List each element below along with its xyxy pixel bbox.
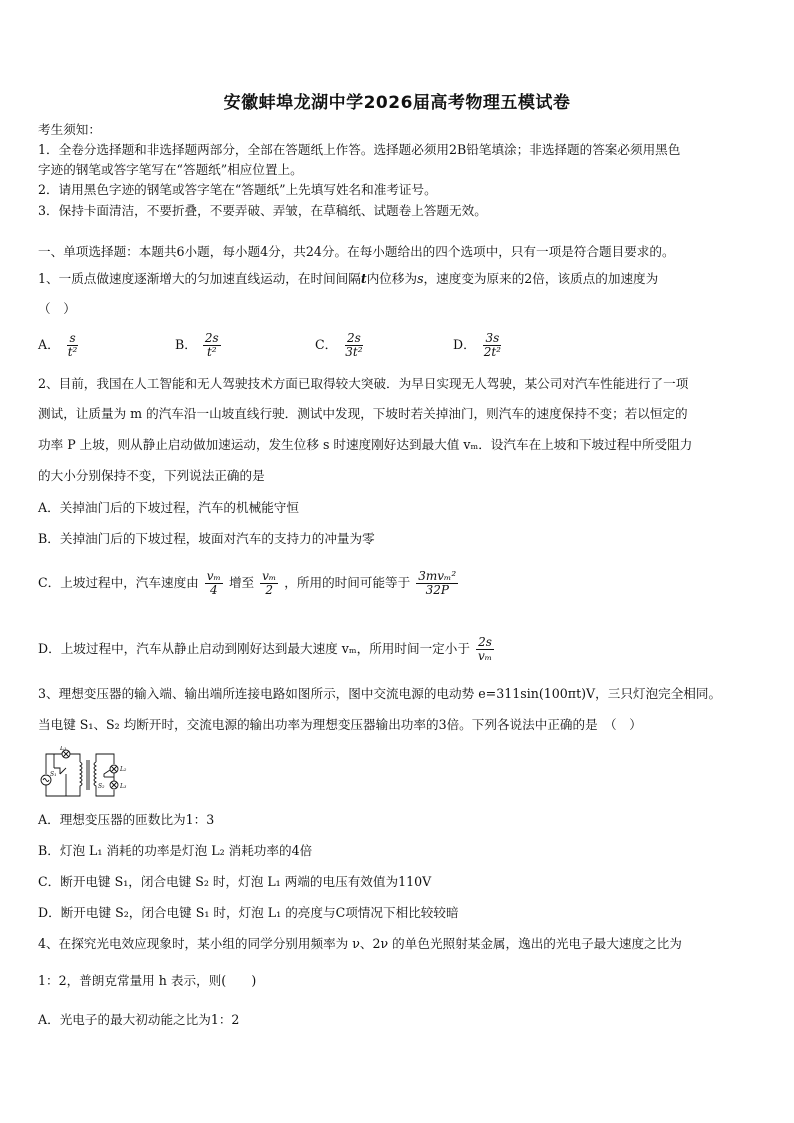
q2-option-b[interactable]: B．关掉油门后的下坡过程，坡面对汽车的支持力的冲量为零 bbox=[38, 531, 375, 546]
question-2-stem: 测试，让质量为 m 的汽车沿一山坡直线行驶．测试中发现，下坡时若关掉油门，则汽车的速度保持不变；若以恒定的 bbox=[38, 406, 688, 421]
q1-option-a[interactable] bbox=[38, 332, 81, 359]
q3-option-d[interactable]: D．断开电键 S₂，闭合电键 S₁ 时，灯泡 L₁ 的亮度与C项情况下相比较较暗 bbox=[38, 905, 459, 920]
notice-item: 1．全卷分选择题和非选择题两部分，全部在答题纸上作答。选择题必须用2B铅笔填涂；非选择题的答案必须用黑色 bbox=[38, 142, 681, 157]
q1-var-t: t bbox=[360, 271, 367, 286]
numerator: s bbox=[69, 331, 76, 345]
q1-var-s: s bbox=[417, 271, 424, 286]
option-label: B． bbox=[175, 337, 197, 352]
question-2-stem: 功率 P 上坡，则从静止启动做加速运动，发生位移 s 时速度刚好达到最大值 vₘ．设汽车在上坡和下坡过程中所受阻力 bbox=[38, 437, 693, 452]
option-label: D． bbox=[453, 337, 476, 352]
label-s2: S₂ bbox=[98, 783, 105, 790]
q2-option-d[interactable] bbox=[38, 636, 760, 663]
denominator: vₘ bbox=[477, 649, 493, 663]
numerator: 3mvₘ² bbox=[418, 569, 457, 583]
fraction bbox=[66, 332, 80, 359]
q1-option-d[interactable] bbox=[453, 332, 505, 359]
option-label: C． bbox=[315, 337, 338, 352]
label-l1: L₁ bbox=[60, 746, 67, 752]
question-4-stem: 1：2，普朗克常量用 h 表示，则( ) bbox=[38, 973, 257, 988]
label-l2: L₂ bbox=[120, 766, 127, 773]
option-text: ，所用的时间可能等于 bbox=[284, 575, 411, 590]
denominator: 4 bbox=[210, 583, 218, 597]
denominator: t² bbox=[206, 345, 217, 359]
q1-stem-part: 内位移为 bbox=[366, 271, 418, 286]
label-s1: S₁ bbox=[50, 771, 57, 778]
q1-stem-part: 1、一质点做速度逐渐增大的匀加速直线运动，在时间间隔 bbox=[38, 271, 361, 286]
option-label: A． bbox=[38, 337, 60, 352]
fraction bbox=[205, 570, 223, 597]
numerator: 2s bbox=[478, 635, 492, 649]
numerator: 2s bbox=[204, 331, 219, 345]
section-heading: 一、单项选择题：本题共6小题，每小题4分，共24分。在每小题给出的四个选项中，只有一项是符合题目要求的。 bbox=[38, 244, 675, 259]
q3-option-b[interactable]: B．灯泡 L₁ 消耗的功率是灯泡 L₂ 消耗功率的4倍 bbox=[38, 843, 313, 858]
denominator: 3t² bbox=[345, 345, 363, 359]
question-2-stem: 的大小分别保持不变，下列说法正确的是 bbox=[38, 468, 265, 483]
notice-item: 3．保持卡面清洁，不要折叠，不要弄破、弄皱，在草稿纸、试题卷上答题无效。 bbox=[38, 203, 487, 218]
transformer-circuit-diagram bbox=[40, 746, 140, 802]
q1-option-b[interactable] bbox=[175, 332, 223, 359]
q2-option-a[interactable]: A．关掉油门后的下坡过程，汽车的机械能守恒 bbox=[38, 500, 299, 515]
numerator: vₘ bbox=[262, 569, 277, 583]
denominator: t² bbox=[67, 345, 78, 359]
q2-option-c[interactable] bbox=[38, 570, 760, 597]
fraction bbox=[482, 332, 503, 359]
fraction bbox=[260, 570, 278, 597]
denominator: 2t² bbox=[483, 345, 501, 359]
question-3-stem: 3、理想变压器的输入端、输出端所连接电路如图所示，图中交流电源的电动势 e=311sin(100πt)V，三只灯泡完全相同。 bbox=[38, 686, 722, 701]
notice-item: 2．请用黑色字迹的钢笔或答字笔在“答题纸”上先填写姓名和准考证号。 bbox=[38, 182, 437, 197]
notice-item: 字迹的钢笔或答字笔写在“答题纸”相应位置上。 bbox=[38, 162, 303, 177]
denominator: 2 bbox=[265, 583, 274, 597]
numerator: 2s bbox=[346, 331, 361, 345]
option-text: D．上坡过程中，汽车从静止启动到刚好达到最大速度 vₘ，所用时间一定小于 bbox=[38, 641, 470, 656]
option-text: 增至 bbox=[228, 575, 255, 590]
question-3-stem: 当电键 S₁、S₂ 均断开时，交流电源的输出功率为理想变压器输出功率的3倍。下列各说法中正确的是 （ ） bbox=[38, 717, 642, 732]
page-title: 安徽蚌埠龙湖中学2026届高考物理五模试卷 bbox=[223, 93, 571, 113]
q4-option-a[interactable]: A．光电子的最大初动能之比为1：2 bbox=[38, 1012, 240, 1027]
numerator: vₘ bbox=[206, 569, 221, 583]
q1-stem-part: ，速度变为原来的2倍，该质点的加速度为 bbox=[423, 271, 659, 286]
question-1-paren: （ ） bbox=[38, 301, 76, 316]
fraction bbox=[476, 636, 494, 663]
question-4-stem: 4、在探究光电效应现象时，某小组的同学分别用频率为 ν、2ν 的单色光照射某金属，逸出的光电子最大速度之比为 bbox=[38, 936, 682, 951]
question-1-stem bbox=[38, 271, 760, 287]
fraction bbox=[416, 570, 458, 597]
q3-option-c[interactable]: C．断开电键 S₁，闭合电键 S₂ 时，灯泡 L₁ 两端的电压有效值为110V bbox=[38, 874, 432, 889]
denominator: 32P bbox=[425, 583, 449, 597]
label-l3: L₃ bbox=[120, 783, 127, 790]
q3-option-a[interactable]: A．理想变压器的匝数比为1：3 bbox=[38, 812, 215, 827]
fraction bbox=[203, 332, 221, 359]
q1-option-c[interactable] bbox=[315, 332, 367, 359]
numerator: 3s bbox=[485, 331, 500, 345]
notice-heading: 考生须知： bbox=[38, 122, 101, 137]
option-text: C．上坡过程中，汽车速度由 bbox=[38, 575, 199, 590]
question-2-stem: 2、目前，我国在人工智能和无人驾驶技术方面已取得较大突破．为早日实现无人驾驶，某公司对汽车性能进行了一项 bbox=[38, 376, 689, 391]
fraction bbox=[343, 332, 364, 359]
